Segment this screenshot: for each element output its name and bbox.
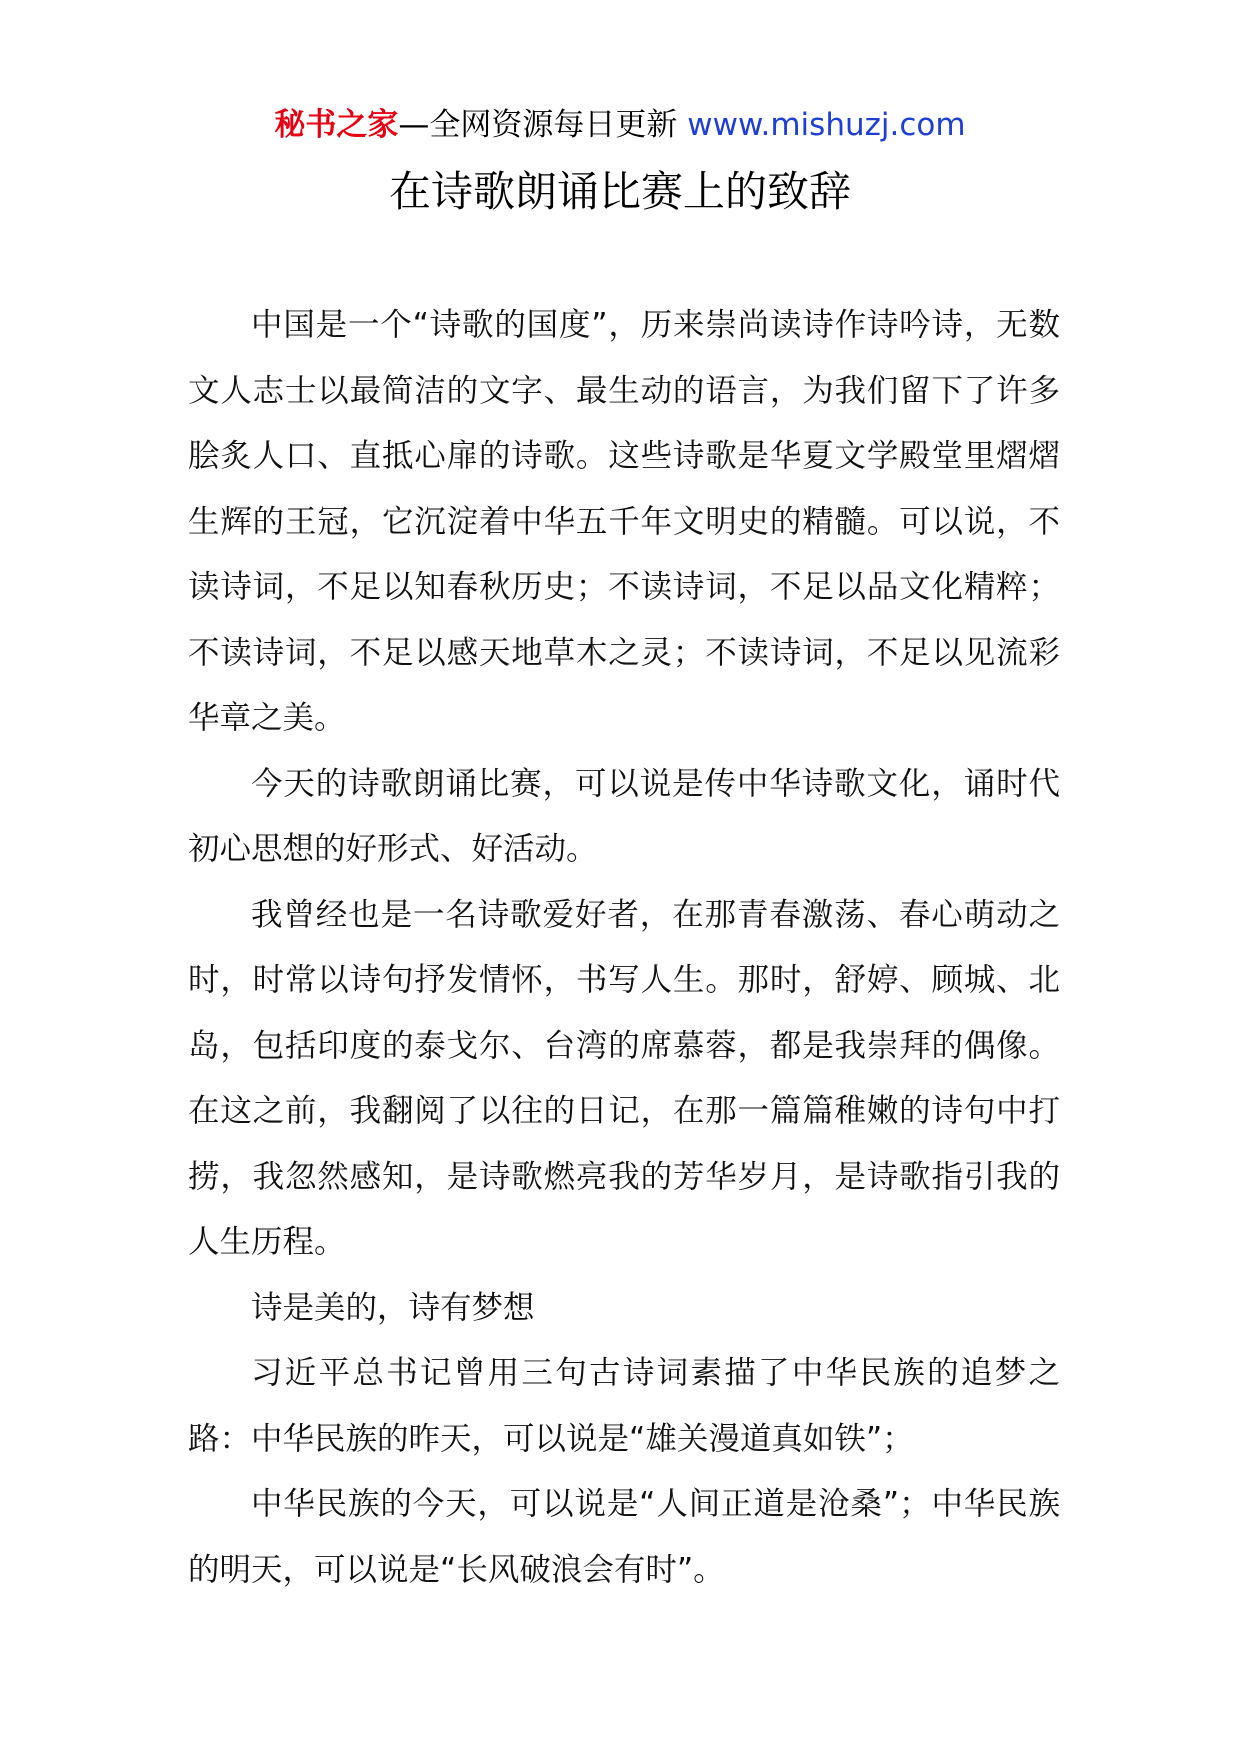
paragraph: 我曾经也是一名诗歌爱好者，在那青春激荡、春心萌动之时，时常以诗句抒发情怀，书写人生。那时，舒婷、顾城、北岛，包括印度的泰戈尔、台湾的席慕蓉，都是我崇拜的偶像。在这之前，我翻阅了以往的日记，在那一篇篇稚嫩的诗句中打捞，我忽然感知，是诗歌燃亮我的芳华岁月，是诗歌指引我的人生历程。 [188,896,1060,1260]
paragraph: 习近平总书记曾用三句古诗词素描了中华民族的追梦之路：中华民族的昨天，可以说是“雄关漫道真如铁”； [188,1355,1060,1457]
paragraph: 今天的诗歌朗诵比赛，可以说是传中华诗歌文化，诵时代初心思想的好形式、好活动。 [188,765,1060,867]
section-heading: 诗是美的，诗有梦想 [251,1289,535,1326]
header-slogan: —全网资源每日更新 [398,107,678,143]
site-url-link[interactable]: www.mishuzj.com [687,107,966,143]
paragraph: 中华民族的今天，可以说是“人间正道是沧桑”；中华民族的明天，可以说是“长风破浪会有时”。 [188,1486,1060,1588]
brand-name: 秘书之家 [274,107,399,143]
paragraph: 中国是一个“诗歌的国度”，历来崇尚读诗作诗吟诗，无数文人志士以最简洁的文字、最生动的语言，为我们留下了许多脍炙人口、直抵心扉的诗歌。这些诗歌是华夏文学殿堂里熠熠生辉的王冠，它沉淀着中华五千年文明史的精髓。可以说，不读诗词，不足以知春秋历史；不读诗词，不足以品文化精粹；不读诗词，不足以感天地草木之灵；不读诗词，不足以见流彩华章之美。 [188,307,1060,736]
site-header [0,103,1240,147]
page-title: 在诗歌朗诵比赛上的致辞 [388,167,851,216]
document-body [188,293,1060,1603]
